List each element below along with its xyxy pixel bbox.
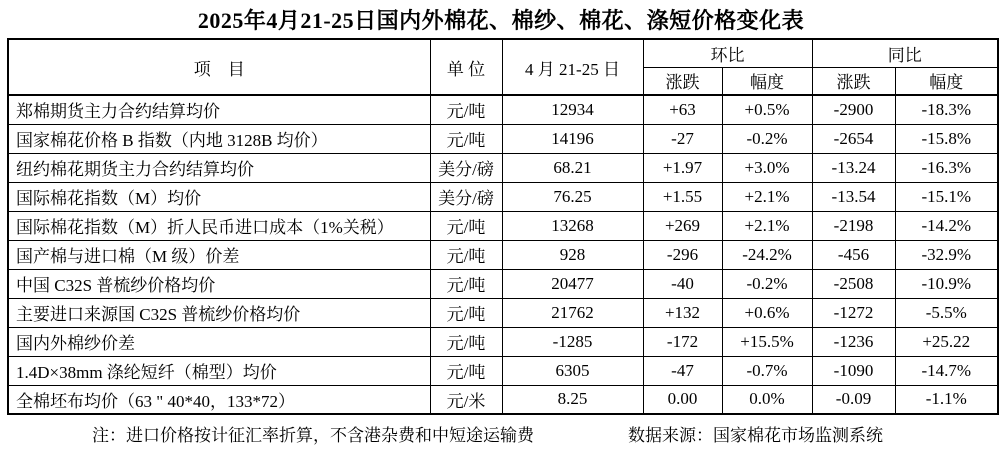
cell-mom-pct: -0.2% xyxy=(722,269,812,298)
cell-mom-change: +1.97 xyxy=(643,153,722,182)
cell-mom-pct: +0.5% xyxy=(722,95,812,124)
footer-note: 注：进口价格按计征汇率折算，不含港杂费和中短途运输费 xyxy=(92,426,534,445)
cell-mom-pct: +0.6% xyxy=(722,298,812,327)
cell-yoy-change: -2508 xyxy=(812,269,895,298)
cell-yoy-change: -13.24 xyxy=(812,153,895,182)
cell-yoy-pct: -1.1% xyxy=(895,385,998,414)
cell-unit: 元/吨 xyxy=(430,95,502,124)
page-title: 2025年4月21-25日国内外棉花、棉纱、棉花、涤短价格变化表 xyxy=(197,8,805,33)
cell-mom-change: 0.00 xyxy=(643,385,722,414)
cell-unit: 元/吨 xyxy=(430,269,502,298)
price-table xyxy=(7,38,999,415)
price-table-header xyxy=(8,39,998,95)
cell-item: 国内外棉纱价差 xyxy=(8,327,430,356)
table-row xyxy=(8,182,998,211)
header-mom-pct: 幅度 xyxy=(722,67,812,95)
cell-yoy-pct: -32.9% xyxy=(895,240,998,269)
cell-mom-pct: +2.1% xyxy=(722,182,812,211)
cell-yoy-change: -1090 xyxy=(812,356,895,385)
cell-yoy-pct: -10.9% xyxy=(895,269,998,298)
header-mom-change: 涨跌 xyxy=(643,67,722,95)
cell-yoy-pct: +25.22 xyxy=(895,327,998,356)
header-item: 项 目 xyxy=(8,39,430,95)
cell-item: 纽约棉花期货主力合约结算均价 xyxy=(8,153,430,182)
table-row xyxy=(8,298,998,327)
cell-item: 国产棉与进口棉（M 级）价差 xyxy=(8,240,430,269)
cell-yoy-change: -2654 xyxy=(812,124,895,153)
cell-unit: 美分/磅 xyxy=(430,153,502,182)
cell-yoy-change: -1272 xyxy=(812,298,895,327)
cell-value: 76.25 xyxy=(502,182,643,211)
header-row-top xyxy=(8,39,998,67)
cell-value: 6305 xyxy=(502,356,643,385)
cell-yoy-pct: -16.3% xyxy=(895,153,998,182)
cell-yoy-pct: -15.8% xyxy=(895,124,998,153)
table-row xyxy=(8,211,998,240)
cell-unit: 元/吨 xyxy=(430,298,502,327)
cell-value: 8.25 xyxy=(502,385,643,414)
cell-yoy-pct: -14.7% xyxy=(895,356,998,385)
footer-source: 数据来源：国家棉花市场监测系统 xyxy=(628,426,883,445)
cell-mom-change: -296 xyxy=(643,240,722,269)
table-row xyxy=(8,95,998,124)
header-period: 4 月 21-25 日 xyxy=(502,39,643,95)
cell-value: 14196 xyxy=(502,124,643,153)
cell-item: 国家棉花价格 B 指数（内地 3128B 均价） xyxy=(8,124,430,153)
cell-mom-change: +1.55 xyxy=(643,182,722,211)
cell-yoy-change: -13.54 xyxy=(812,182,895,211)
cell-yoy-pct: -18.3% xyxy=(895,95,998,124)
header-yoy-pct: 幅度 xyxy=(895,67,998,95)
cell-unit: 元/吨 xyxy=(430,327,502,356)
table-row xyxy=(8,240,998,269)
cell-yoy-change: -1236 xyxy=(812,327,895,356)
cell-item: 郑棉期货主力合约结算均价 xyxy=(8,95,430,124)
cell-value: 20477 xyxy=(502,269,643,298)
cell-yoy-change: -2900 xyxy=(812,95,895,124)
cell-unit: 元/吨 xyxy=(430,124,502,153)
cell-value: 21762 xyxy=(502,298,643,327)
cell-value: 12934 xyxy=(502,95,643,124)
table-row xyxy=(8,356,998,385)
cell-mom-pct: -0.2% xyxy=(722,124,812,153)
cell-yoy-change: -0.09 xyxy=(812,385,895,414)
cell-yoy-change: -2198 xyxy=(812,211,895,240)
cell-mom-pct: +3.0% xyxy=(722,153,812,182)
cell-yoy-pct: -15.1% xyxy=(895,182,998,211)
cell-item: 全棉坯布均价（63 " 40*40，133*72） xyxy=(8,385,430,414)
cell-item: 1.4D×38mm 涤纶短纤（棉型）均价 xyxy=(8,356,430,385)
table-row xyxy=(8,124,998,153)
cell-unit: 元/吨 xyxy=(430,240,502,269)
cell-value: 13268 xyxy=(502,211,643,240)
cell-mom-change: -172 xyxy=(643,327,722,356)
header-yoy-change: 涨跌 xyxy=(812,67,895,95)
footer xyxy=(0,421,1002,446)
cell-mom-pct: -0.7% xyxy=(722,356,812,385)
price-table-body xyxy=(8,95,998,414)
cell-yoy-pct: -5.5% xyxy=(895,298,998,327)
cell-mom-change: +63 xyxy=(643,95,722,124)
cell-mom-change: +132 xyxy=(643,298,722,327)
cell-unit: 元/吨 xyxy=(430,211,502,240)
cell-mom-change: -47 xyxy=(643,356,722,385)
table-row xyxy=(8,153,998,182)
cell-yoy-pct: -14.2% xyxy=(895,211,998,240)
cell-mom-change: +269 xyxy=(643,211,722,240)
cell-mom-pct: +15.5% xyxy=(722,327,812,356)
cell-value: 928 xyxy=(502,240,643,269)
cell-unit: 美分/磅 xyxy=(430,182,502,211)
table-row xyxy=(8,269,998,298)
cell-mom-pct: +2.1% xyxy=(722,211,812,240)
cell-item: 国际棉花指数（M）均价 xyxy=(8,182,430,211)
cell-item: 国际棉花指数（M）折人民币进口成本（1%关税） xyxy=(8,211,430,240)
header-yoy: 同比 xyxy=(812,39,998,67)
cell-mom-pct: -24.2% xyxy=(722,240,812,269)
cell-mom-change: -40 xyxy=(643,269,722,298)
cell-value: 68.21 xyxy=(502,153,643,182)
table-row xyxy=(8,385,998,414)
cell-value: -1285 xyxy=(502,327,643,356)
cell-item: 中国 C32S 普梳纱价格均价 xyxy=(8,269,430,298)
header-unit: 单 位 xyxy=(430,39,502,95)
cell-yoy-change: -456 xyxy=(812,240,895,269)
cell-unit: 元/米 xyxy=(430,385,502,414)
cell-item: 主要进口来源国 C32S 普梳纱价格均价 xyxy=(8,298,430,327)
header-mom: 环比 xyxy=(643,39,812,67)
cell-mom-pct: 0.0% xyxy=(722,385,812,414)
table-row xyxy=(8,327,998,356)
cell-unit: 元/吨 xyxy=(430,356,502,385)
cell-mom-change: -27 xyxy=(643,124,722,153)
